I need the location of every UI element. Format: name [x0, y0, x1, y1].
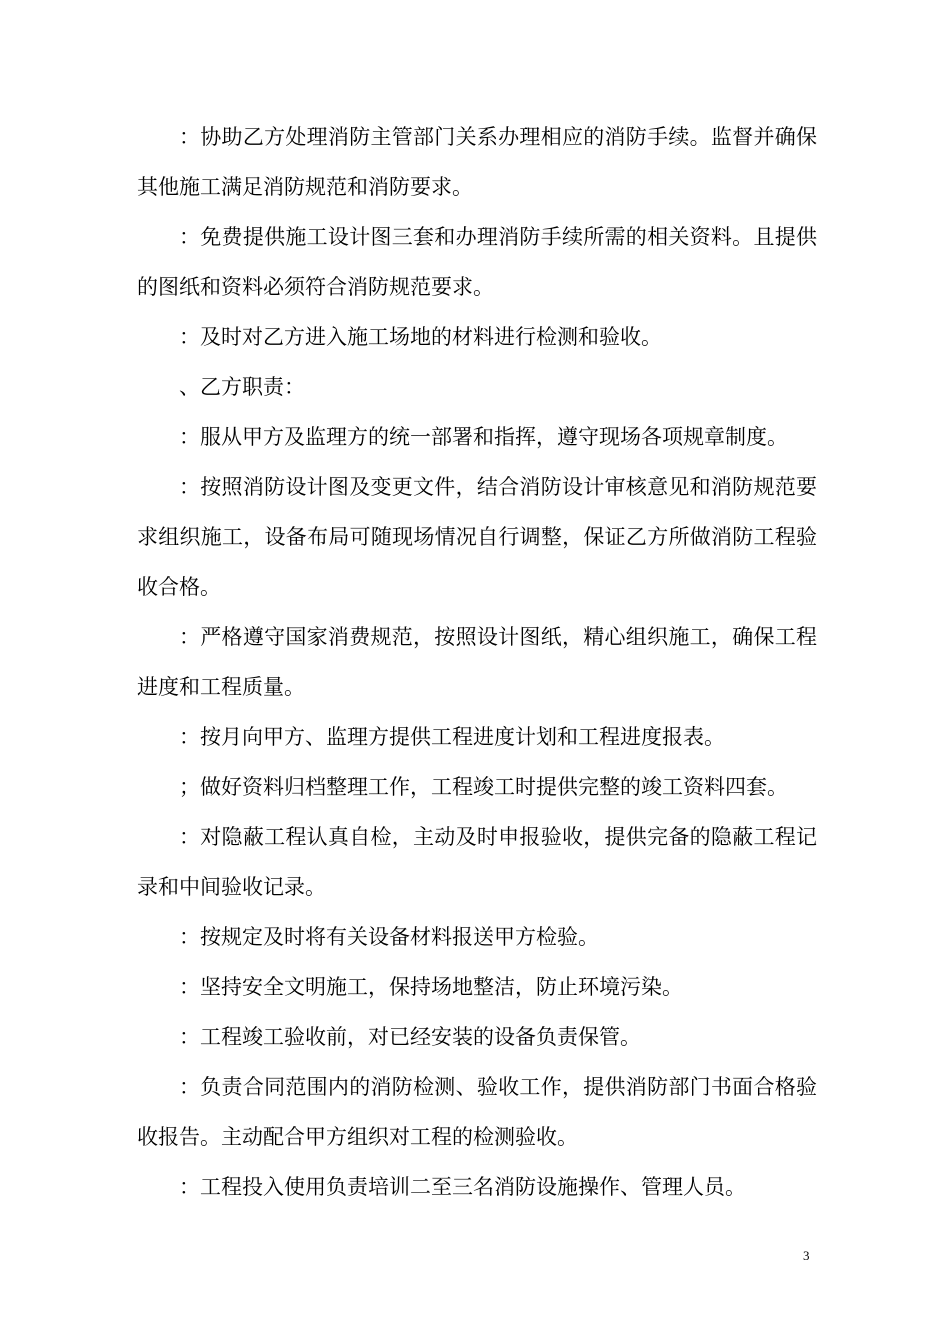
- paragraph-party-b-duty-2: ：按照消防设计图及变更文件，结合消防设计审核意见和消防规范要求组织施工，设备布局可随现场情况自行调整，保证乙方所做消防工程验收合格。: [137, 475, 817, 599]
- paragraph-party-b-duty-7: ：按规定及时将有关设备材料报送甲方检验。: [179, 925, 599, 949]
- page-number: 3: [803, 1248, 810, 1263]
- paragraph-party-a-duty-3: ：及时对乙方进入施工场地的材料进行检测和验收。: [179, 325, 662, 349]
- paragraph-party-b-duty-6: ：对隐蔽工程认真自检，主动及时申报验收，提供完备的隐蔽工程记录和中间验收记录。: [137, 825, 817, 899]
- paragraph-party-b-duty-5: ；做好资料归档整理工作，工程竣工时提供完整的竣工资料四套。: [179, 775, 788, 799]
- paragraph-party-b-duty-11: ：工程投入使用负责培训二至三名消防设施操作、管理人员。: [179, 1175, 746, 1199]
- paragraph-party-a-duty-1: ：协助乙方处理消防主管部门关系办理相应的消防手续。监督并确保其他施工满足消防规范和消防要求。: [137, 125, 817, 199]
- paragraph-party-b-duty-4: ：按月向甲方、监理方提供工程进度计划和工程进度报表。: [179, 725, 725, 749]
- paragraph-party-a-duty-2: ：免费提供施工设计图三套和办理消防手续所需的相关资料。且提供的图纸和资料必须符合消防规范要求。: [137, 225, 817, 299]
- document-body: [137, 112, 817, 1212]
- paragraph-party-b-duty-8: ：坚持安全文明施工，保持场地整洁，防止环境污染。: [179, 975, 683, 999]
- paragraph-party-b-duty-3: ：严格遵守国家消费规范，按照设计图纸，精心组织施工，确保工程进度和工程质量。: [137, 625, 817, 699]
- paragraph-party-b-duty-9: ：工程竣工验收前，对已经安装的设备负责保管。: [179, 1025, 641, 1049]
- paragraph-party-b-duty-1: ：服从甲方及监理方的统一部署和指挥，遵守现场各项规章制度。: [179, 425, 788, 449]
- paragraph-party-b-duty-10: ：负责合同范围内的消防检测、验收工作，提供消防部门书面合格验收报告。主动配合甲方组织对工程的检测验收。: [137, 1075, 817, 1149]
- section-heading-party-b: 、乙方职责：: [179, 375, 305, 399]
